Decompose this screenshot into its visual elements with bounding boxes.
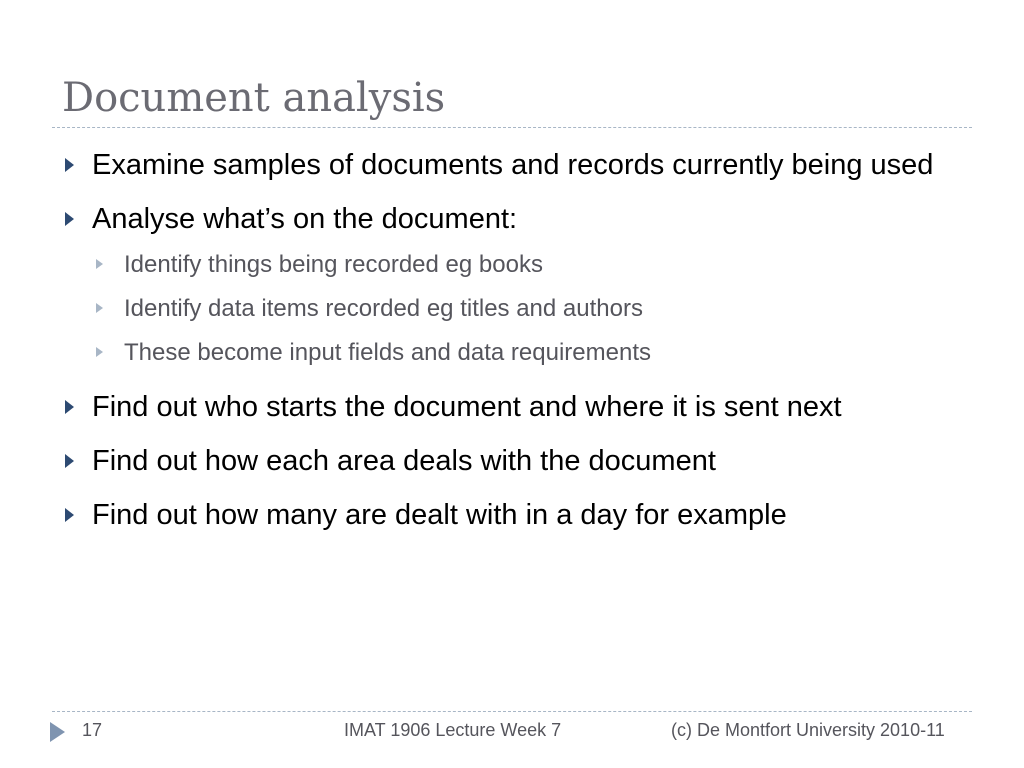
slide-title: Document analysis (62, 75, 446, 121)
footer-triangle-icon (50, 722, 65, 742)
sub-bullet-text: Identify things being recorded eg books (124, 251, 543, 278)
bullet-item (62, 197, 962, 375)
footer-divider (52, 711, 972, 712)
bullet-item (62, 385, 962, 429)
bullet-list (62, 143, 962, 537)
page-number: 17 (82, 720, 103, 740)
bullet-arrow-icon (65, 212, 74, 226)
sub-bullet-text: These become input fields and data requirements (124, 339, 651, 366)
bullet-item (62, 493, 962, 537)
sub-bullet-arrow-icon (96, 347, 103, 357)
bullet-arrow-icon (65, 158, 74, 172)
sub-bullet-arrow-icon (96, 303, 103, 313)
footer-course-title: IMAT 1906 Lecture Week 7 (344, 720, 562, 740)
bullet-text: Find out how many are dealt with in a day for example (92, 499, 787, 531)
bullet-text: Analyse what’s on the document: (92, 203, 518, 235)
sub-bullet-arrow-icon (96, 259, 103, 269)
bullet-text: Find out how each area deals with the document (92, 445, 716, 477)
sub-bullet-item (92, 331, 962, 375)
bullet-item (62, 143, 962, 187)
sub-bullet-item (92, 287, 962, 331)
sub-bullet-list (92, 241, 962, 375)
bullet-item (62, 439, 962, 483)
title-divider (52, 127, 972, 128)
footer-copyright: (c) De Montfort University 2010-11 (671, 720, 945, 740)
sub-bullet-item (92, 243, 962, 287)
bullet-text: Find out who starts the document and where it is sent next (92, 391, 842, 423)
bullet-arrow-icon (65, 508, 74, 522)
bullet-arrow-icon (65, 400, 74, 414)
bullet-text: Examine samples of documents and records currently being used (92, 149, 934, 181)
bullet-arrow-icon (65, 454, 74, 468)
sub-bullet-text: Identify data items recorded eg titles and authors (124, 295, 643, 322)
